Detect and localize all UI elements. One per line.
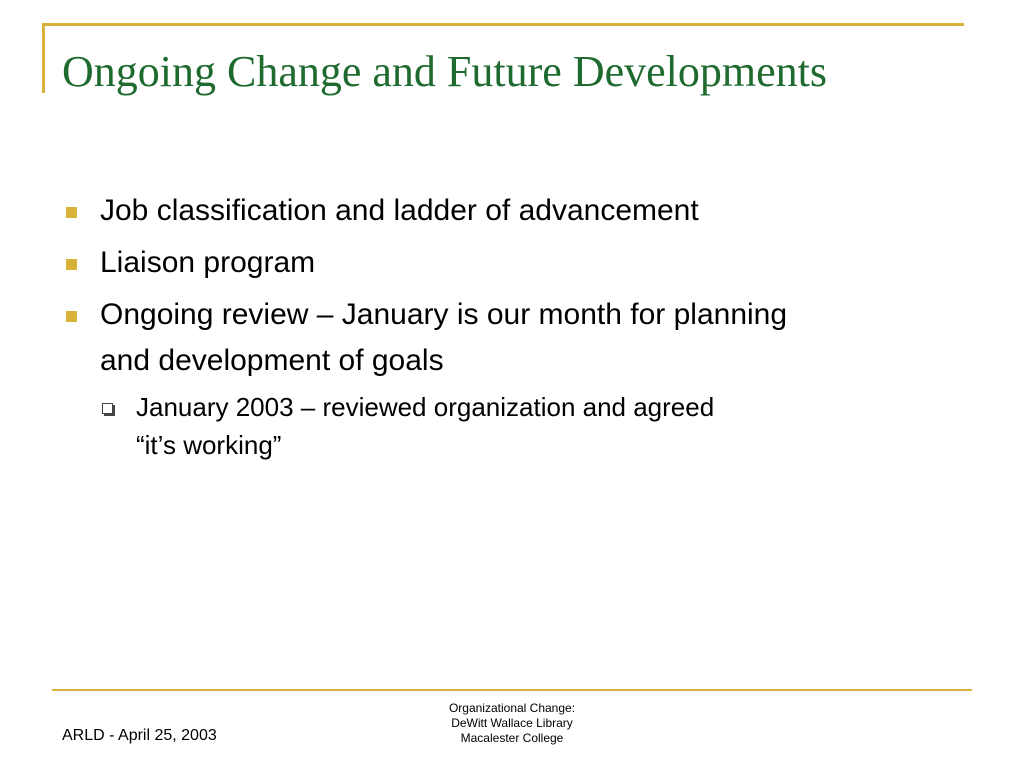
bullet-item — [62, 292, 962, 464]
footer-line: Organizational Change: — [448, 701, 576, 715]
bullet-text: Ongoing review – January is our month for planning and development of goals — [100, 298, 788, 377]
square-bullet-icon — [66, 207, 77, 218]
bullet-item — [62, 188, 962, 234]
square-bullet-icon — [66, 259, 77, 270]
square-bullet-icon — [66, 311, 77, 322]
frame-top-rule — [42, 23, 964, 26]
slide-title: Ongoing Change and Future Developments — [62, 47, 827, 96]
sub-bullet-item — [100, 388, 962, 464]
hollow-square-bullet-icon — [102, 403, 113, 414]
bullet-text: Job classification and ladder of advancement — [100, 194, 699, 227]
bullet-list — [62, 188, 962, 470]
bullet-item — [62, 240, 962, 286]
footer-rule — [52, 689, 972, 691]
sub-bullet-list — [100, 388, 962, 464]
frame-left-rule — [42, 23, 45, 93]
footer-presentation-info — [412, 701, 612, 746]
footer-date: ARLD - April 25, 2003 — [62, 727, 217, 744]
footer-line: Macalester College — [460, 731, 564, 745]
sub-bullet-text: January 2003 – reviewed organization and agreed “it’s working” — [136, 392, 715, 460]
footer-line: DeWitt Wallace Library — [451, 716, 573, 730]
bullet-text: Liaison program — [100, 246, 316, 279]
